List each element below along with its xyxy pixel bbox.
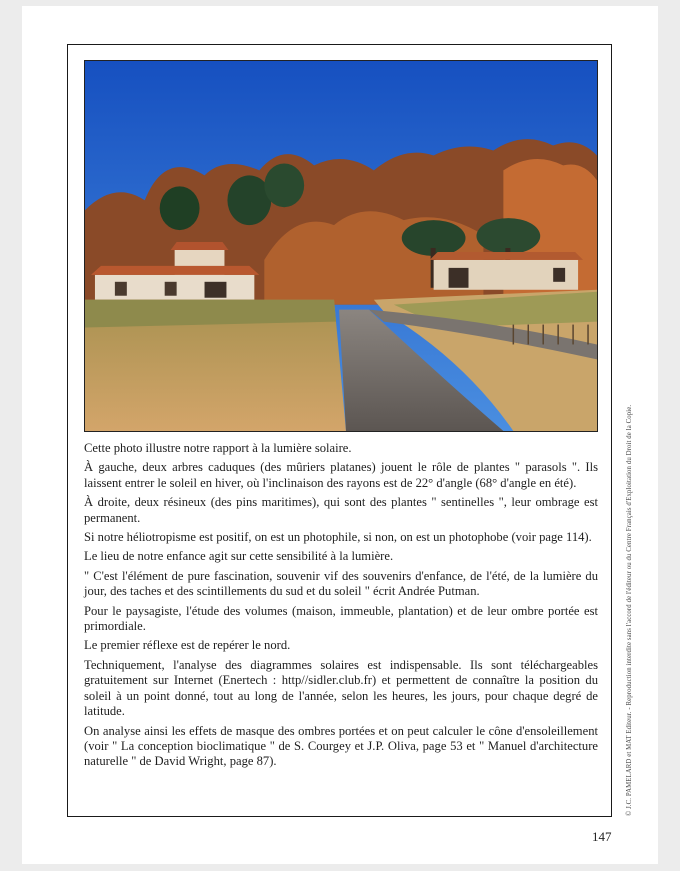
pine-tree — [160, 186, 200, 230]
photo-illustration — [85, 61, 597, 431]
paragraph: " C'est l'élément de pure fascination, souvenir vif des souvenirs d'enfance, de l'été, de la lumière du jour, des taches et des scintillements du sud et du soleil " écrit Andrée Putman. — [84, 568, 598, 599]
paragraph: Pour le paysagiste, l'étude des volumes (maison, immeuble, plantation) et de leur ombre portée est primordiale. — [84, 603, 598, 634]
copyright-credit: © J.C. PAMELARD et MAT Editeur. - Reproduction interdite sans l'accord de l'éditeur ou du Centre Français d'Exploitation du Droit de la Copie. — [626, 404, 633, 816]
page-number: 147 — [592, 829, 612, 844]
paragraph: Cette photo illustre notre rapport à la lumière solaire. — [84, 441, 352, 455]
pine-tree — [264, 163, 304, 207]
paragraph: Si notre héliotropisme est positif, on est un photophile, si non, on est un photophobe (voir page 114). — [84, 530, 592, 545]
paragraph: Techniquement, l'analyse des diagrammes solaires est indispensable. Ils sont téléchargeables gratuitement sur Internet (Enertech : http//sidler.club.fr) et permettent de connaître la position du soleil à un point donné, tout au long de l'année, selon les heures, les jours, pour chaque degré de latitude. — [84, 657, 598, 719]
paragraph: Le lieu de notre enfance agit sur cette sensibilité à la lumière. — [84, 549, 394, 564]
paragraph: On analyse ainsi les effets de masque des ombres portées et on peut calculer le cône d'ensoleillement (voir " La conception bioclimatique " de S. Courgey et J.P. Oliva, page 53 et " Manuel d'architecture naturelle " de David Wright, page 87). — [84, 723, 598, 769]
paragraph: Le premier réflexe est de repérer le nord. — [84, 638, 291, 653]
landscape-photo — [84, 60, 598, 432]
paragraph: À gauche, deux arbres caduques (des mûriers platanes) jouent le rôle de plantes " parasols ". Ils laissent entrer le soleil en hiver, où l'inclinaison des rayons est de 22° d'angle (68° d'angle en été). — [84, 460, 598, 490]
body-text — [84, 441, 598, 774]
paragraph: À droite, deux résineux (des pins maritimes), qui sont des plantes " sentinelles ", leur ombrage est permanent. — [84, 495, 598, 525]
